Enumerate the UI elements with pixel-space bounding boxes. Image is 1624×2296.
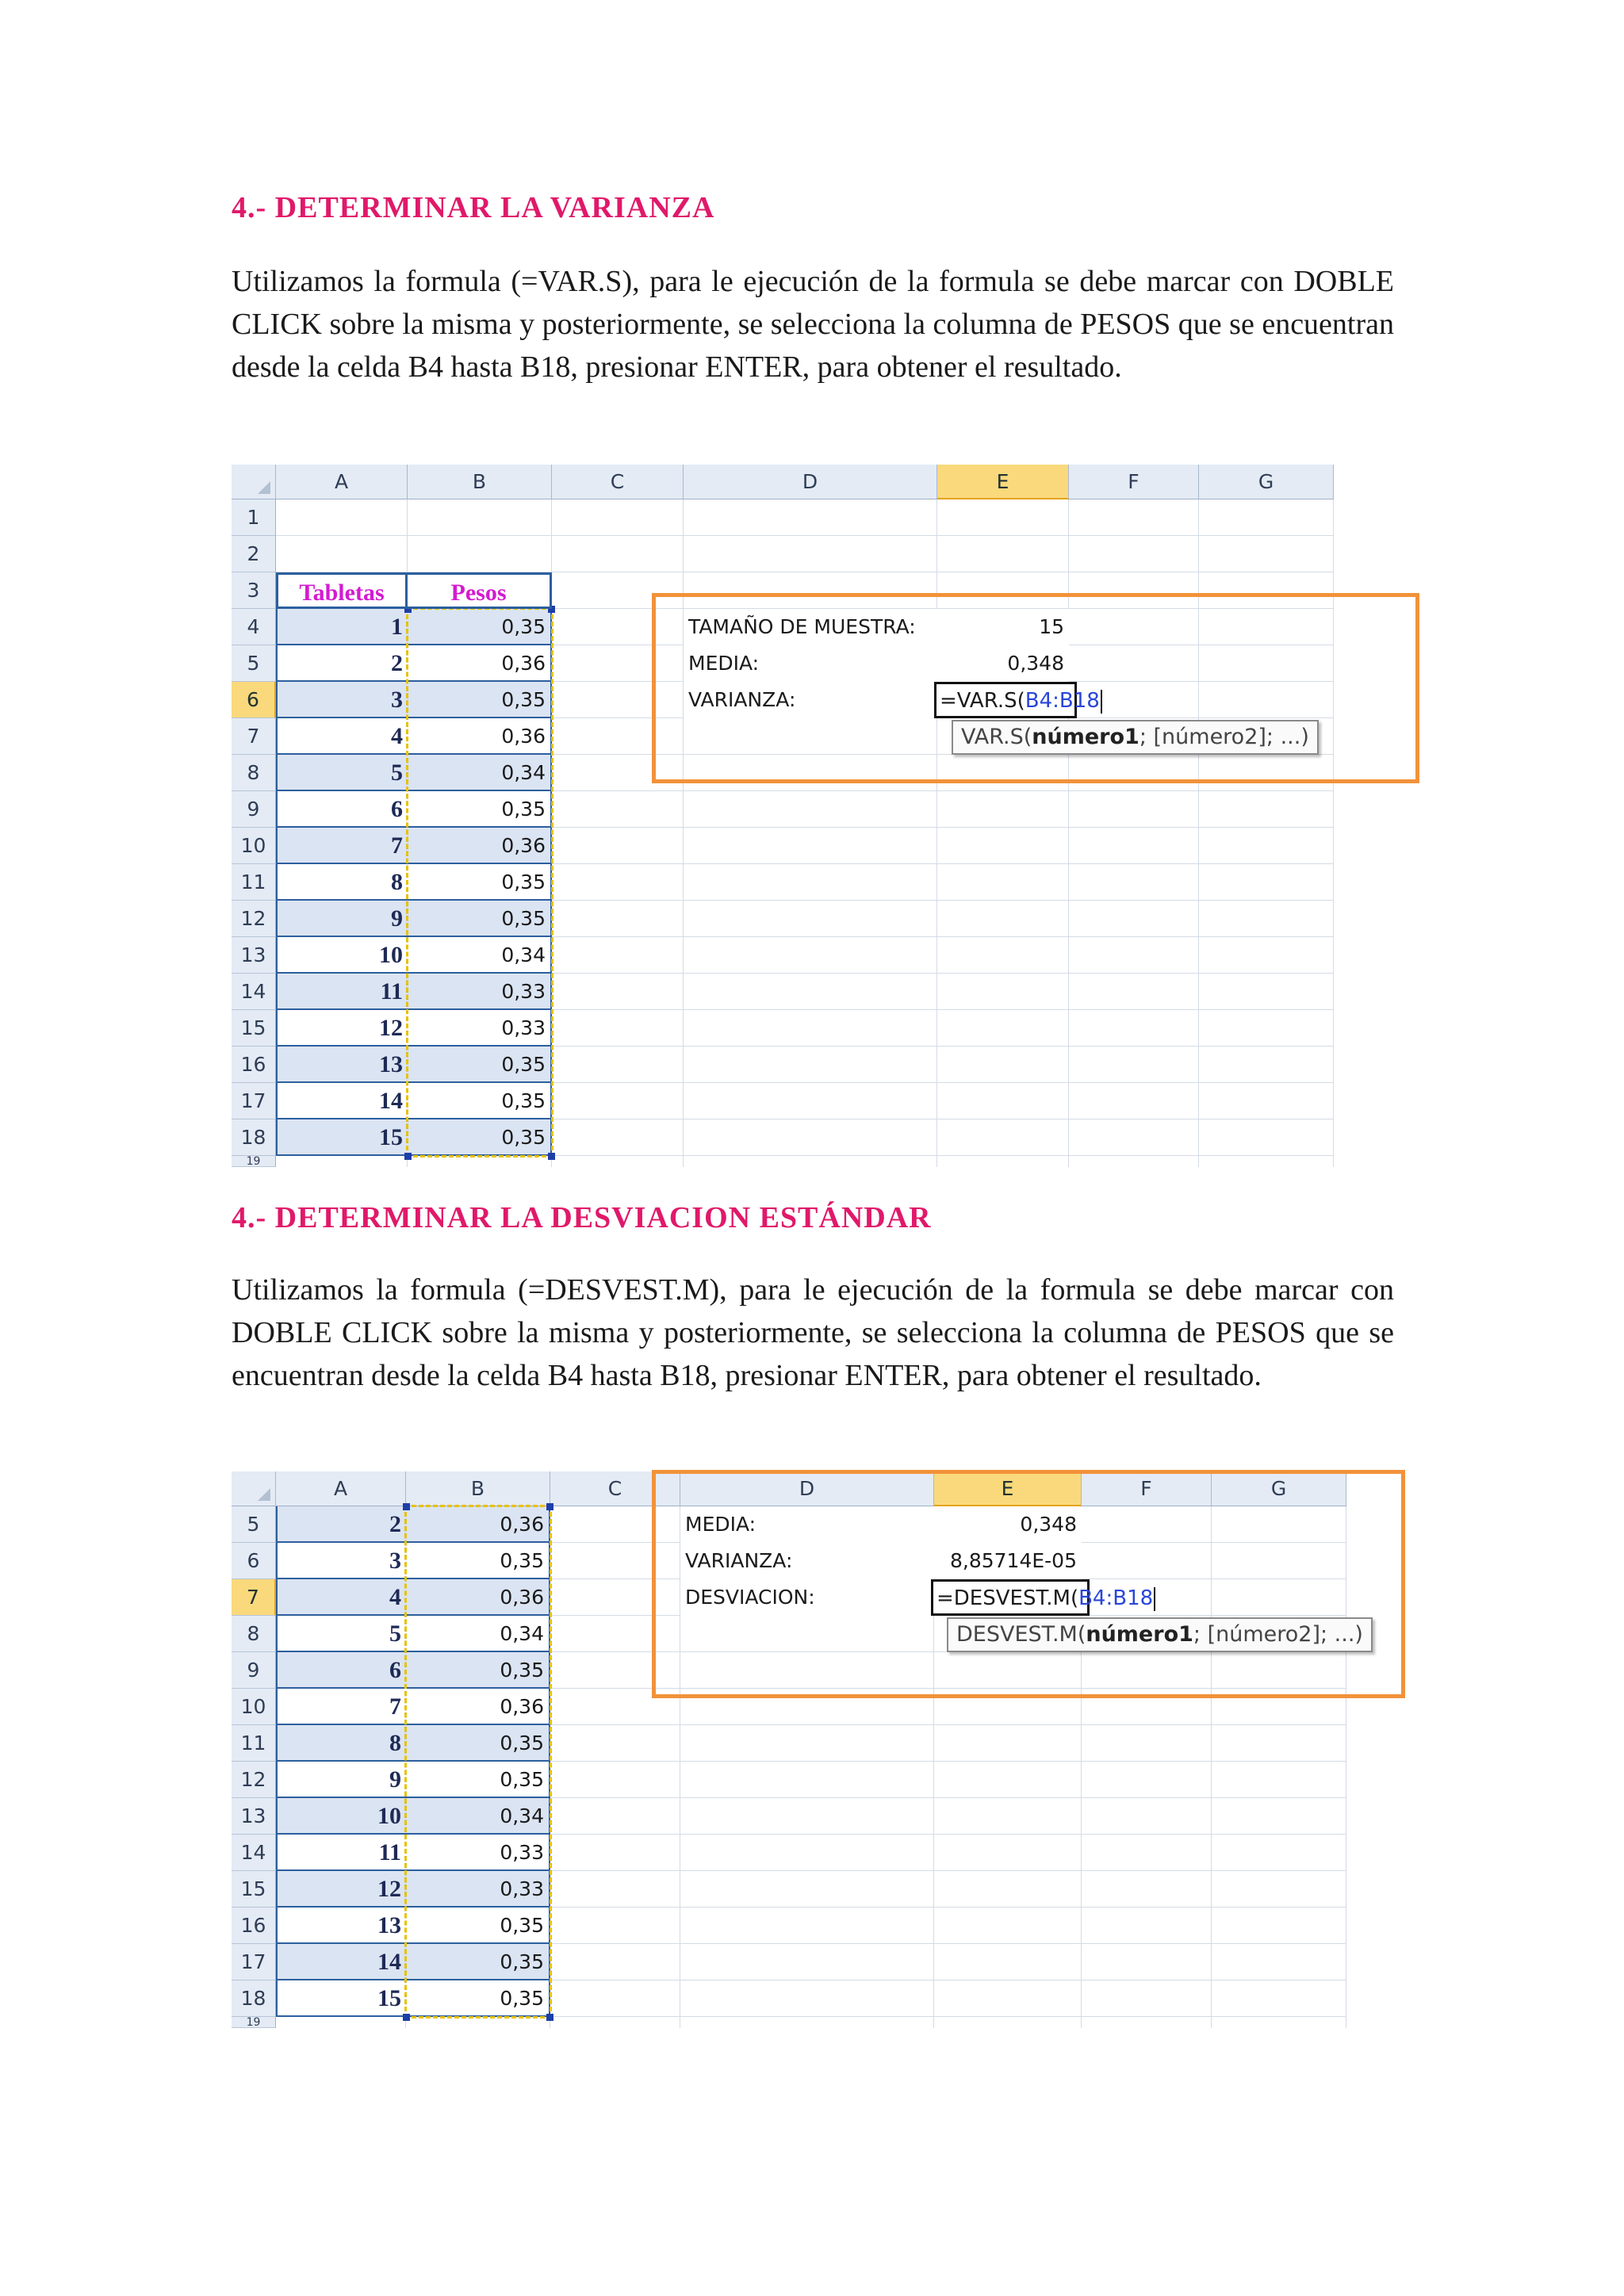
cell-b[interactable]: 0,36: [406, 1689, 550, 1725]
cell-b[interactable]: 0,35: [406, 1980, 550, 2017]
label-cell: TAMAÑO DE MUESTRA:: [684, 609, 969, 645]
row-header-12[interactable]: 12: [232, 1762, 276, 1798]
tooltip-remaining-arguments: ; [número2]; ...): [1193, 1622, 1363, 1647]
cell-a[interactable]: 8: [276, 864, 408, 901]
cell-a[interactable]: 3: [276, 1543, 406, 1579]
column-header-b[interactable]: B: [406, 1471, 550, 1506]
cell-a[interactable]: 15: [276, 1980, 406, 2017]
formula-range-reference: B4:B18: [1025, 689, 1100, 713]
cell-a[interactable]: 15: [276, 1119, 408, 1156]
cell-b[interactable]: 0,36: [408, 828, 552, 864]
header-pesos: Pesos: [408, 572, 552, 609]
cell-a[interactable]: 13: [276, 1908, 406, 1944]
row-header-2[interactable]: 2: [232, 536, 276, 572]
cell-b[interactable]: 0,35: [408, 1083, 552, 1119]
tooltip-function-name[interactable]: VAR.S(: [961, 725, 1032, 749]
cell-b[interactable]: 0,35: [408, 1047, 552, 1083]
section-paragraph-varianza: Utilizamos la formula (=VAR.S), para le ejecución de la formula se debe marcar con DOBLE CLICK sobre la misma y posteriormente, se selecciona la columna de PESOS que se encuentran desde la celda B4 hasta B18, presionar ENTER, para obtener el resultado.: [232, 265, 1394, 384]
spreadsheet-varianza: [232, 465, 1335, 1170]
column-header-g[interactable]: G: [1199, 465, 1334, 499]
cell-a[interactable]: 3: [276, 682, 408, 718]
column-header-e[interactable]: E: [934, 1471, 1082, 1506]
row-header-9[interactable]: 9: [232, 791, 276, 828]
cell-b[interactable]: 0,33: [406, 1835, 550, 1871]
column-header-c[interactable]: C: [550, 1471, 680, 1506]
row-header-10[interactable]: 10: [232, 1689, 276, 1725]
label-cell: MEDIA:: [680, 1506, 966, 1543]
row-header-3[interactable]: 3: [232, 572, 276, 609]
row-header-5[interactable]: 5: [232, 1506, 276, 1543]
selection-handle[interactable]: [404, 1153, 412, 1160]
label-cell: DESVIACION:: [680, 1579, 966, 1616]
row-header-6[interactable]: 6: [232, 682, 276, 718]
label-cell: MEDIA:: [684, 645, 969, 682]
row-header-partial[interactable]: 19: [232, 1156, 276, 1167]
value-cell: 0,348: [937, 645, 1069, 682]
cell-b[interactable]: 0,34: [408, 755, 552, 791]
cell-a[interactable]: 9: [276, 901, 408, 937]
formula-text: =VAR.S(: [940, 689, 1025, 713]
select-all-corner[interactable]: [232, 465, 276, 499]
row-header-12[interactable]: 12: [232, 901, 276, 937]
select-all-corner[interactable]: [232, 1471, 276, 1506]
cell-a[interactable]: 11: [276, 1835, 406, 1871]
cell-b[interactable]: 0,35: [408, 682, 552, 718]
cell-a[interactable]: 14: [276, 1944, 406, 1980]
copy-marquee-selection: [404, 1505, 552, 2019]
label-cell: VARIANZA:: [680, 1543, 966, 1579]
column-header-c[interactable]: C: [552, 465, 684, 499]
cell-a[interactable]: 6: [276, 791, 408, 828]
cell-a[interactable]: 7: [276, 828, 408, 864]
cell-b[interactable]: 0,35: [406, 1762, 550, 1798]
cell-a[interactable]: 9: [276, 1762, 406, 1798]
row-header-7[interactable]: 7: [232, 1579, 276, 1616]
row-header-8[interactable]: 8: [232, 1616, 276, 1652]
selection-handle[interactable]: [546, 2014, 553, 2021]
tooltip-current-argument: número1: [1032, 725, 1139, 749]
column-header-f[interactable]: F: [1069, 465, 1199, 499]
cell-a[interactable]: 14: [276, 1083, 408, 1119]
formula-range-reference: B4:B18: [1078, 1586, 1154, 1610]
cell-a[interactable]: 7: [276, 1689, 406, 1725]
cell-a[interactable]: 5: [276, 1616, 406, 1652]
tooltip-function-name[interactable]: DESVEST.M(: [956, 1622, 1086, 1647]
cell-b[interactable]: 0,36: [408, 718, 552, 755]
cell-b[interactable]: 0,33: [408, 1010, 552, 1047]
cell-a[interactable]: 10: [276, 1798, 406, 1835]
column-header-a[interactable]: A: [276, 465, 408, 499]
row-header-7[interactable]: 7: [232, 718, 276, 755]
cell-a[interactable]: 2: [276, 645, 408, 682]
cell-a[interactable]: 12: [276, 1010, 408, 1047]
cell-b[interactable]: 0,35: [406, 1652, 550, 1689]
section-paragraph-desviacion: Utilizamos la formula (=DESVEST.M), para le ejecución de la formula se debe marcar con DOBLE CLICK sobre la misma y posteriormente, se selecciona la columna de PESOS que se encuentran desde la celda B4 hasta B18, presionar ENTER, para obtener el resultado.: [232, 1273, 1394, 1392]
row-header-17[interactable]: 17: [232, 1083, 276, 1119]
row-header-14[interactable]: 14: [232, 974, 276, 1010]
row-header-13[interactable]: 13: [232, 1798, 276, 1835]
column-header-f[interactable]: F: [1082, 1471, 1212, 1506]
selection-handle[interactable]: [548, 1153, 555, 1160]
cell-a[interactable]: 4: [276, 718, 408, 755]
row-header-11[interactable]: 11: [232, 1725, 276, 1762]
row-header-10[interactable]: 10: [232, 828, 276, 864]
column-header-g[interactable]: G: [1212, 1471, 1346, 1506]
row-header-14[interactable]: 14: [232, 1835, 276, 1871]
cell-a[interactable]: 5: [276, 755, 408, 791]
tooltip-current-argument: número1: [1086, 1622, 1193, 1647]
cell-a[interactable]: 4: [276, 1579, 406, 1616]
cell-b[interactable]: 0,36: [406, 1506, 550, 1543]
value-cell: 0,348: [934, 1506, 1082, 1543]
row-header-16[interactable]: 16: [232, 1908, 276, 1944]
grid-row: [276, 499, 1334, 536]
spreadsheet-desviacion: [232, 1471, 1389, 2042]
cell-b[interactable]: 0,34: [406, 1616, 550, 1652]
row-header-4[interactable]: 4: [232, 609, 276, 645]
column-header-d[interactable]: D: [680, 1471, 934, 1506]
cell-b[interactable]: 0,35: [408, 901, 552, 937]
cell-b[interactable]: 0,35: [408, 1119, 552, 1156]
row-header-6[interactable]: 6: [232, 1543, 276, 1579]
cell-b[interactable]: 0,35: [408, 864, 552, 901]
selection-handle[interactable]: [546, 1503, 553, 1510]
column-header-e[interactable]: E: [937, 465, 1069, 499]
cell-a[interactable]: 1: [276, 609, 408, 645]
row-header-5[interactable]: 5: [232, 645, 276, 682]
cell-b[interactable]: 0,34: [408, 937, 552, 974]
cell-a[interactable]: 10: [276, 937, 408, 974]
cell-a[interactable]: 13: [276, 1047, 408, 1083]
value-cell: 15: [937, 609, 1069, 645]
section-heading-desviacion: 4.- DETERMINAR LA DESVIACION ESTÁNDAR: [232, 1201, 932, 1234]
row-header-1[interactable]: 1: [232, 499, 276, 536]
highlight-box: [652, 593, 1419, 783]
row-header-18[interactable]: 18: [232, 1980, 276, 2017]
selection-handle[interactable]: [403, 2014, 410, 2021]
column-header-d[interactable]: D: [684, 465, 937, 499]
cell-b[interactable]: 0,36: [408, 645, 552, 682]
cell-a[interactable]: 11: [276, 974, 408, 1010]
section-heading-varianza: 4.- DETERMINAR LA VARIANZA: [232, 191, 715, 224]
cell-a[interactable]: 8: [276, 1725, 406, 1762]
cell-a[interactable]: 12: [276, 1871, 406, 1908]
selection-handle[interactable]: [403, 1503, 410, 1510]
row-header-9[interactable]: 9: [232, 1652, 276, 1689]
row-header-16[interactable]: 16: [232, 1047, 276, 1083]
cell-b[interactable]: 0,35: [408, 609, 552, 645]
row-header-11[interactable]: 11: [232, 864, 276, 901]
row-header-18[interactable]: 18: [232, 1119, 276, 1156]
row-header-15[interactable]: 15: [232, 1871, 276, 1908]
cell-b[interactable]: 0,34: [406, 1798, 550, 1835]
formula-text: =DESVEST.M(: [936, 1586, 1079, 1610]
cell-b[interactable]: 0,35: [406, 1944, 550, 1980]
cell-b[interactable]: 0,36: [406, 1579, 550, 1616]
copy-marquee-selection: [406, 607, 553, 1158]
cell-b[interactable]: 0,35: [408, 791, 552, 828]
cell-a[interactable]: 2: [276, 1506, 406, 1543]
cell-b[interactable]: 0,33: [408, 974, 552, 1010]
cell-b[interactable]: 0,35: [406, 1725, 550, 1762]
label-cell: VARIANZA:: [684, 682, 969, 718]
cell-b[interactable]: 0,35: [406, 1908, 550, 1944]
value-cell: 8,85714E-05: [934, 1543, 1082, 1579]
highlight-box: [652, 1470, 1405, 1698]
row-header-17[interactable]: 17: [232, 1944, 276, 1980]
header-tabletas: Tabletas: [276, 572, 408, 609]
cell-a[interactable]: 6: [276, 1652, 406, 1689]
row-header-8[interactable]: 8: [232, 755, 276, 791]
column-header-a[interactable]: A: [276, 1471, 406, 1506]
column-header-b[interactable]: B: [408, 465, 552, 499]
tooltip-remaining-arguments: ; [número2]; ...): [1139, 725, 1309, 749]
row-header-15[interactable]: 15: [232, 1010, 276, 1047]
cell-b[interactable]: 0,33: [406, 1871, 550, 1908]
cell-b[interactable]: 0,35: [406, 1543, 550, 1579]
grid-row: [276, 536, 1334, 572]
row-header-13[interactable]: 13: [232, 937, 276, 974]
row-header-partial[interactable]: 19: [232, 2017, 276, 2028]
